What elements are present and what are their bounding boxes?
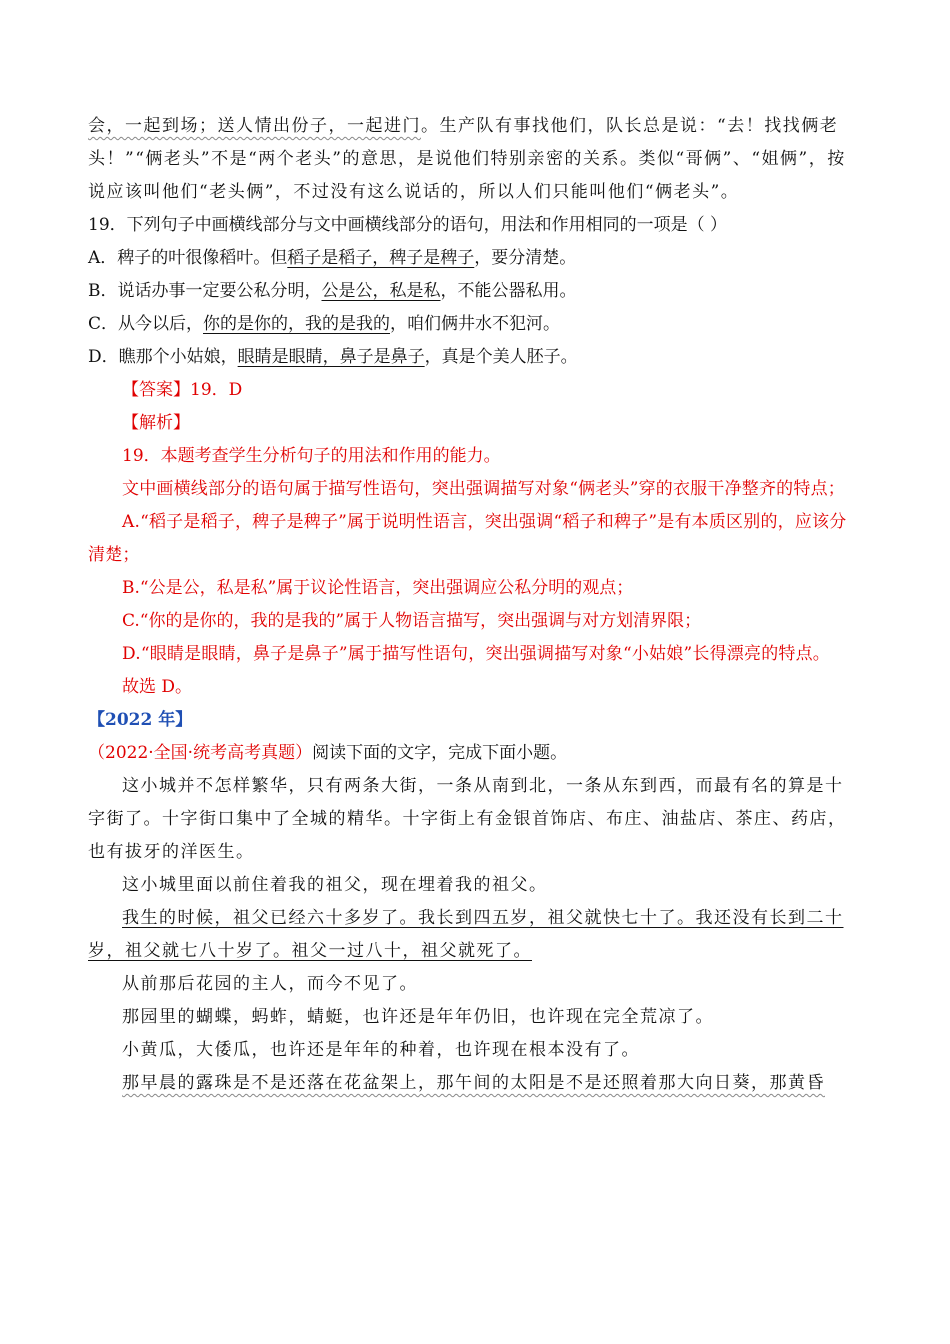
section-instruction: 阅读下面的文字，完成下面小题。 xyxy=(312,743,568,763)
wavy-underlined-phrase: 会，一起到场；送人情出份子，一起进门 xyxy=(88,116,421,136)
option-a-suffix: ，要分清楚。 xyxy=(474,248,577,268)
answer-value: 19．D xyxy=(190,380,243,400)
passage2-paragraph-7 xyxy=(88,1067,856,1100)
option-b-suffix: ，不能公器私用。 xyxy=(440,281,577,301)
option-d-underlined: 眼睛是眼睛，鼻子是鼻子 xyxy=(237,347,425,367)
underlined-passage: 我生的时候，祖父已经六十多岁了。我长到四五岁，祖父就快七十了。我还没有长到二十岁，祖父就七八十岁了。祖父一过八十，祖父就死了。 xyxy=(88,908,844,961)
analysis-line-6 xyxy=(88,638,856,671)
option-c-prefix: C．从今以后， xyxy=(88,314,204,334)
analysis-line-6-text: D.“眼睛是眼睛，鼻子是鼻子”属于描写性语句，突出强调描写对象“小姑娘”长得漂亮的特点。 xyxy=(122,644,830,664)
analysis-label: 【解析】 xyxy=(122,413,190,433)
passage-text: 。生产队有事找他们，队长总是说：“去！找找俩老头！”“俩老头”不是“两个老头”的意思，是说他们特别亲密的关系。类似“哥俩”、“姐俩”，按说应该叫他们“老头俩”，不过没有这么说话的，所以人们只能叫他们“俩老头”。 xyxy=(88,116,846,202)
option-c xyxy=(88,308,856,341)
analysis-line-3-text: A.“稻子是稻子，稗子是稗子”属于说明性语言，突出强调“稻子和稗子”是有本质区别的，应该分清楚； xyxy=(88,512,847,565)
analysis-line-2 xyxy=(88,473,856,506)
option-d-prefix: D．瞧那个小姑娘， xyxy=(88,347,238,367)
passage2-paragraph-5: 那园里的蝴蝶，蚂蚱，蜻蜓，也许还是年年仍旧，也许现在完全荒凉了。 xyxy=(122,1007,714,1027)
passage-continuation xyxy=(88,110,856,209)
option-a-prefix: A．稗子的叶很像稻叶。但 xyxy=(88,248,288,268)
analysis-line-5 xyxy=(88,605,856,638)
option-c-suffix: ，咱们俩井水不犯河。 xyxy=(390,314,561,334)
option-d xyxy=(88,341,856,374)
passage2-paragraph-3 xyxy=(88,902,856,968)
analysis-line-4-text: B.“公是公，私是私”属于议论性语言，突出强调应公私分明的观点； xyxy=(122,578,634,598)
wavy-underlined-text: 那早晨的露珠是不是还落在花盆架上，那午间的太阳是不是还照着那大向日葵，那黄昏 xyxy=(122,1073,825,1093)
passage2-paragraph-6: 小黄瓜，大倭瓜，也许还是年年的种着，也许现在根本没有了。 xyxy=(122,1040,640,1060)
analysis-line-2-text: 文中画横线部分的语句属于描写性语句，突出强调描写对象“俩老头”穿的衣服干净整齐的特点； xyxy=(122,479,845,499)
passage2-paragraph-4: 从前那后花园的主人，而今不见了。 xyxy=(122,974,418,994)
answer-line xyxy=(88,374,856,407)
option-c-underlined: 你的是你的，我的是我的 xyxy=(203,314,391,334)
answer-conclusion: 故选 D。 xyxy=(122,677,193,697)
analysis-line-4 xyxy=(88,572,856,605)
page-content xyxy=(88,110,856,1100)
option-d-suffix: ，真是个美人胚子。 xyxy=(424,347,578,367)
option-a xyxy=(88,242,856,275)
analysis-line-3 xyxy=(88,506,856,572)
option-b-prefix: B．说话办事一定要公私分明， xyxy=(88,281,322,301)
section-intro xyxy=(88,737,856,770)
passage2-paragraph-2: 这小城里面以前住着我的祖父，现在埋着我的祖父。 xyxy=(122,875,548,895)
analysis-line-1: 19．本题考查学生分析句子的用法和作用的能力。 xyxy=(122,446,501,466)
option-b xyxy=(88,275,856,308)
analysis-line-5-text: C.“你的是你的，我的是我的”属于人物语言描写，突出强调与对方划清界限； xyxy=(122,611,702,631)
year-heading: 【2022 年】 xyxy=(88,710,193,730)
passage2-paragraph-1: 这小城并不怎样繁华，只有两条大街，一条从南到北，一条从东到西，而最有名的算是十字街了。十字街口集中了全城的精华。十字街上有金银首饰店、布庄、油盐店、茶庄、药店，也有拔牙的洋医生。 xyxy=(88,776,847,862)
option-b-underlined: 公是公，私是私 xyxy=(321,281,441,301)
question-source: （2022·全国·统考高考真题） xyxy=(88,743,313,763)
answer-label: 【答案】 xyxy=(122,380,190,400)
question-stem: 19．下列句子中画横线部分与文中画横线部分的语句，用法和作用相同的一项是（ ） xyxy=(88,215,728,235)
option-a-underlined: 稻子是稻子，稗子是稗子 xyxy=(287,248,475,268)
